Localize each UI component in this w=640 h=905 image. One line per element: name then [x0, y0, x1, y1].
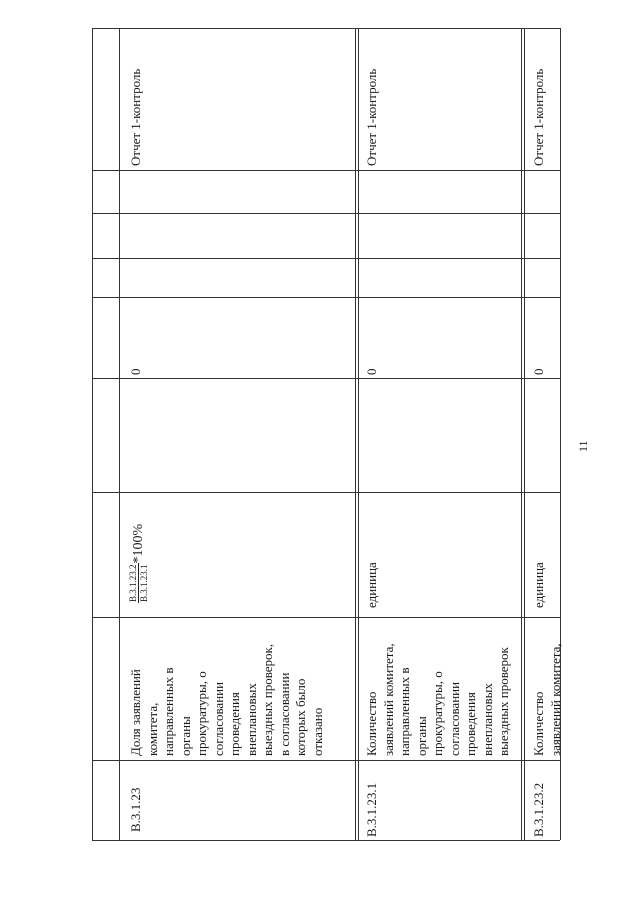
row-2-source: Отчет 1-контроль [364, 68, 379, 166]
column-divider [92, 760, 560, 761]
column-divider [92, 492, 560, 493]
formula-multiplier: *100% [130, 523, 146, 564]
row-3-code: В.3.1.23.2 [531, 782, 546, 837]
row-1-name: Доля заявлений комитета, направленных в органы прокуратуры, о согласовании проведения внеплановых выездных проверок, в согласовании которых было отказано [128, 643, 325, 756]
row-1-code: В.3.1.23 [128, 787, 143, 832]
formula-numerator: В.3.1.23.2 [128, 564, 138, 602]
table-border-left [92, 28, 93, 840]
row-2-code: В.3.1.23.1 [364, 782, 379, 837]
column-divider [92, 617, 560, 618]
column-divider [92, 378, 560, 379]
row-divider [521, 28, 522, 840]
row-divider [358, 28, 359, 840]
row-divider [524, 28, 525, 840]
row-divider [119, 28, 120, 840]
row-divider [355, 28, 356, 840]
row-1-value: 0 [128, 368, 143, 375]
column-divider [92, 297, 560, 298]
row-3-unit: единица [531, 562, 546, 608]
row-3-source: Отчет 1-контроль [531, 68, 546, 166]
column-divider [92, 213, 560, 214]
table-border-bottom [92, 840, 560, 841]
row-2-value: 0 [364, 368, 379, 375]
page-number: 11 [576, 440, 590, 452]
row-1-unit-formula [128, 524, 149, 603]
row-1-source: Отчет 1-контроль [128, 68, 143, 166]
column-divider [92, 258, 560, 259]
row-3-name: Количество заявлений комитета, [531, 643, 563, 756]
table-border-top [92, 28, 560, 29]
row-2-unit: единица [364, 562, 379, 608]
column-divider [92, 170, 560, 171]
row-2-name: Количество заявлений комитета, направленных в органы прокуратуры, о согласовании проведения внеплановых выездных проверок [364, 643, 511, 756]
row-3-value: 0 [531, 368, 546, 375]
formula-denominator: В.3.1.23.1 [139, 564, 149, 602]
